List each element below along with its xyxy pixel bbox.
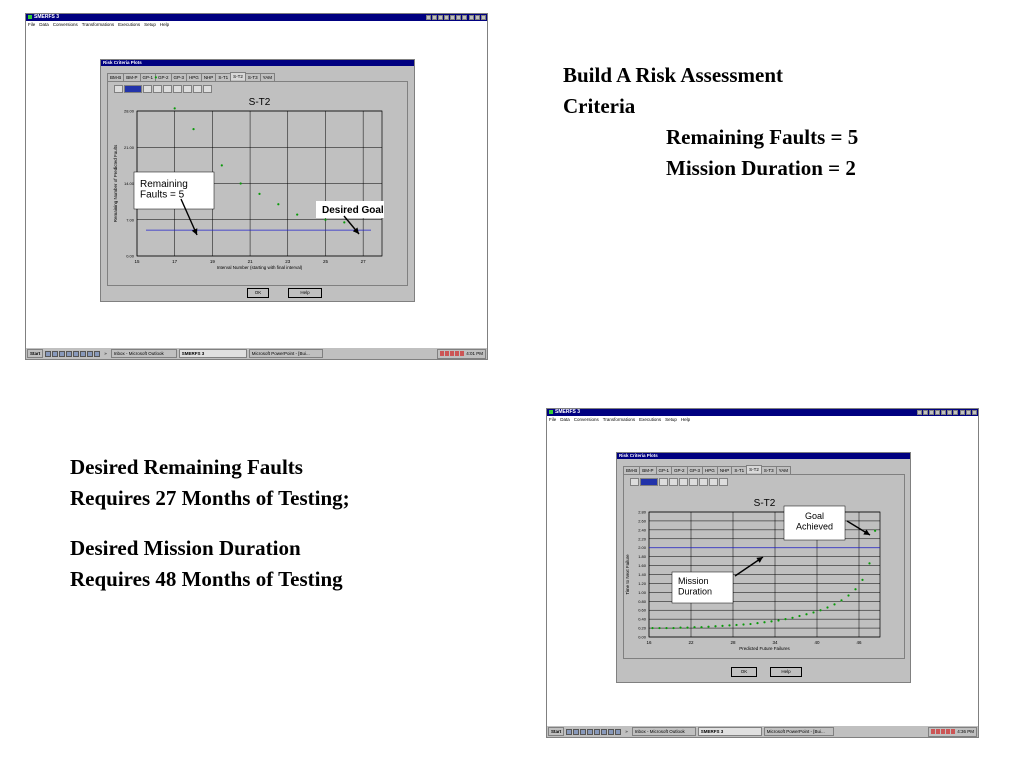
data-point [833, 603, 835, 605]
data-point [784, 618, 786, 620]
chart-title: S-T2 [248, 97, 271, 108]
x-tick-label: 34 [772, 640, 778, 645]
tab-gp-3[interactable]: GP-3 [687, 466, 704, 474]
result2-line-2: Requires 48 Months of Testing [70, 567, 343, 591]
menu-executions[interactable]: Executions [639, 416, 662, 422]
quick-launch [45, 351, 100, 357]
taskbar-more[interactable]: » [104, 351, 107, 356]
quick-launch-icon[interactable] [566, 729, 572, 735]
tab-s-t3[interactable]: S-T3 [245, 73, 261, 81]
mission-duration-callout-text: Mission [678, 576, 709, 586]
tray-icon[interactable] [951, 729, 955, 734]
y-tick-label: 1.20 [638, 580, 646, 586]
taskbar [26, 347, 487, 359]
y-axis-label: Remaining Number of Predicted Faults [113, 144, 118, 223]
taskbar [547, 725, 978, 737]
y-tick-label: 1.00 [638, 589, 646, 595]
data-point [714, 625, 716, 627]
tab-hpg[interactable]: HPG [186, 73, 202, 81]
task-powerpoint[interactable]: Microsoft PowerPoint - [Bui... [764, 727, 834, 736]
goal-achieved-callout-text: Goal [804, 511, 825, 521]
data-point [742, 623, 744, 625]
data-point [707, 626, 709, 628]
tray-icon[interactable] [440, 351, 444, 356]
task-smerfs[interactable]: SMERFS 3 [179, 349, 247, 358]
criterion-remaining-faults: Remaining Faults = 5 [666, 125, 859, 149]
dialog-title: Risk Criteria Plots [101, 60, 414, 66]
remaining-faults-callout-text: Remaining [140, 179, 188, 190]
tab-bm-b[interactable]: BM-B [623, 466, 640, 474]
result1-line-2: Requires 27 Months of Testing; [70, 486, 350, 510]
x-tick-label: 40 [814, 640, 820, 645]
data-point [174, 107, 176, 109]
remaining-faults-callout-text: Faults = 5 [140, 189, 185, 201]
y-tick-label: 2.00 [638, 545, 646, 551]
ok-button[interactable]: OK [731, 667, 757, 677]
tab-s-t1[interactable]: S-T1 [215, 73, 231, 81]
tray-icon[interactable] [946, 729, 950, 734]
quick-launch [566, 729, 621, 735]
tab-bm-p[interactable]: BM-P [639, 466, 656, 474]
tab-gp-2[interactable]: GP-2 [155, 73, 172, 81]
task-smerfs[interactable]: SMERFS 3 [698, 727, 762, 736]
tab-s-t1[interactable]: S-T1 [731, 466, 747, 474]
data-point [672, 627, 674, 629]
tab-hpg[interactable]: HPG [702, 466, 718, 474]
quick-launch-icon[interactable] [601, 729, 607, 735]
start-button[interactable]: Start [27, 349, 43, 358]
quick-launch-icon[interactable] [66, 351, 72, 357]
x-tick-label: 19 [209, 259, 215, 264]
tab-nhp[interactable]: NHP [717, 466, 733, 474]
tray-icon[interactable] [931, 729, 935, 734]
y-tick-label: 0.80 [638, 598, 646, 604]
window-title: SMERFS 3 [34, 14, 60, 20]
result-mission-duration [70, 533, 343, 595]
tray-icons [440, 351, 464, 356]
dialog-title: Risk Criteria Plots [617, 453, 910, 459]
data-point [651, 627, 653, 629]
data-point [798, 615, 800, 617]
x-tick-label: 16 [646, 640, 652, 645]
quick-launch-icon[interactable] [87, 351, 93, 357]
x-tick-label: 27 [360, 259, 366, 264]
y-tick-label: 1.60 [638, 563, 646, 569]
menu-file[interactable]: File [549, 416, 557, 422]
chart-title: S-T2 [753, 498, 776, 509]
menu-conversions[interactable]: Conversions [573, 416, 599, 422]
heading-line-1: Build A Risk Assessment [563, 63, 783, 87]
faults-chart [26, 14, 488, 360]
data-point [749, 623, 751, 625]
menu-help[interactable]: Help [159, 21, 170, 27]
data-point [819, 609, 821, 611]
x-tick-label: 21 [247, 259, 253, 264]
menu-file[interactable]: File [28, 21, 36, 27]
y-tick-label: 2.20 [638, 536, 646, 542]
menu-setup[interactable]: Setup [665, 416, 677, 422]
x-axis-label: Predicted Future Failures [739, 646, 790, 651]
data-point [296, 213, 298, 215]
x-tick-label: 17 [172, 259, 178, 264]
tab-gp-3[interactable]: GP-3 [171, 73, 188, 81]
data-point [728, 624, 730, 626]
data-point [770, 620, 772, 622]
quick-launch-icon[interactable] [615, 729, 621, 735]
y-tick-label: 14.00 [123, 181, 134, 186]
data-point [192, 128, 194, 130]
y-tick-label: 2.80 [638, 509, 646, 515]
quick-launch-icon[interactable] [573, 729, 579, 735]
ok-button[interactable]: OK [247, 288, 269, 298]
y-tick-label: 0.40 [638, 616, 646, 622]
task-outlook[interactable]: Inbox - Microsoft Outlook [111, 349, 177, 358]
tray-icon[interactable] [450, 351, 454, 356]
data-point [756, 622, 758, 624]
smerfs-window-top [25, 13, 488, 360]
tab-s-t2[interactable]: S-T2 [746, 465, 762, 473]
y-axis-label: Time to Next Failure [625, 554, 630, 595]
failures-chart [547, 409, 979, 738]
tray-icon[interactable] [936, 729, 940, 734]
x-tick-label: 15 [134, 259, 140, 264]
x-axis-label: Interval Number (starting with final interval) [216, 265, 303, 270]
clock: 4:01 PM [466, 351, 483, 356]
tray-icon[interactable] [460, 351, 464, 356]
data-point [791, 617, 793, 619]
quick-launch-icon[interactable] [59, 351, 65, 357]
y-tick-label: 0.20 [638, 625, 646, 631]
data-point [735, 624, 737, 626]
menu-conversions[interactable]: Conversions [52, 21, 78, 27]
y-tick-label: 1.40 [638, 572, 646, 577]
menu-data[interactable]: Data [39, 21, 49, 27]
data-point [277, 203, 279, 205]
data-point [826, 606, 828, 608]
data-point [861, 579, 863, 581]
window-title: SMERFS 3 [555, 409, 581, 415]
data-point [763, 621, 765, 623]
data-point [693, 626, 695, 628]
tab-s-t2[interactable]: S-T2 [230, 72, 246, 80]
data-point [258, 193, 260, 195]
quick-launch-icon[interactable] [73, 351, 79, 357]
tab-gp-1[interactable]: GP-1 [656, 466, 673, 474]
menu-executions[interactable]: Executions [118, 21, 141, 27]
quick-launch-icon[interactable] [80, 351, 86, 357]
x-tick-label: 25 [322, 259, 328, 264]
help-button[interactable]: Help [288, 288, 322, 298]
x-tick-label: 22 [688, 640, 694, 645]
y-tick-label: 0.00 [126, 253, 134, 259]
tab-bm-b[interactable]: BM-B [107, 73, 124, 81]
data-point [805, 613, 807, 615]
data-point [343, 221, 345, 223]
data-point [868, 562, 870, 564]
start-button[interactable]: Start [548, 727, 564, 736]
clock: 4:36 PM [957, 729, 974, 734]
x-tick-label: 46 [856, 640, 862, 645]
tab-gp-1[interactable]: GP-1 [140, 73, 157, 81]
task-outlook[interactable]: Inbox - Microsoft Outlook [632, 727, 696, 736]
quick-launch-icon[interactable] [580, 729, 586, 735]
quick-launch-icon[interactable] [45, 351, 51, 357]
menu-transformations[interactable]: Transformations [602, 416, 636, 422]
y-tick-label: 2.60 [638, 518, 646, 524]
y-tick-label: 0.60 [638, 607, 646, 613]
menu-help[interactable]: Help [680, 416, 691, 422]
data-point [854, 588, 856, 590]
data-point [840, 599, 842, 601]
y-tick-label: 28.00 [123, 108, 134, 114]
smerfs-window-bottom [546, 408, 979, 738]
data-point [812, 611, 814, 613]
tab-nhp[interactable]: NHP [201, 73, 217, 81]
quick-launch-icon[interactable] [94, 351, 100, 357]
tray-icon[interactable] [455, 351, 459, 356]
data-point [874, 530, 876, 532]
menu-setup[interactable]: Setup [144, 21, 156, 27]
data-point [240, 182, 242, 184]
x-tick-label: 23 [285, 259, 291, 264]
y-tick-label: 0.00 [638, 634, 646, 640]
result-remaining-faults [70, 452, 350, 514]
taskbar-more[interactable]: » [625, 729, 628, 734]
data-point [324, 219, 326, 221]
data-point [679, 627, 681, 629]
data-point [721, 625, 723, 627]
menu-transformations[interactable]: Transformations [81, 21, 115, 27]
slide-heading [563, 60, 858, 184]
quick-launch-icon[interactable] [52, 351, 58, 357]
tray-icon[interactable] [941, 729, 945, 734]
data-point [221, 164, 223, 166]
tray-icon[interactable] [445, 351, 449, 356]
result1-line-1: Desired Remaining Faults [70, 455, 303, 479]
y-tick-label: 2.40 [638, 527, 646, 533]
y-tick-label: 21.00 [123, 144, 134, 150]
system-tray [928, 727, 977, 737]
tab-gp-2[interactable]: GP-2 [671, 466, 688, 474]
data-point [155, 76, 157, 78]
data-point [847, 594, 849, 596]
y-tick-label: 7.00 [126, 217, 134, 223]
mission-duration-callout-text: Duration [678, 586, 713, 597]
tab-yam[interactable]: YAM [260, 73, 275, 81]
tab-bm-p[interactable]: BM-P [123, 73, 140, 81]
goal-achieved-callout-text: Achieved [795, 521, 834, 532]
heading-line-2: Criteria [563, 94, 636, 118]
data-point [658, 627, 660, 629]
task-powerpoint[interactable]: Microsoft PowerPoint - [Bui... [249, 349, 323, 358]
data-point [777, 619, 779, 621]
tray-icons [931, 729, 955, 734]
criterion-mission-duration: Mission Duration = 2 [666, 156, 856, 180]
quick-launch-icon[interactable] [594, 729, 600, 735]
x-tick-label: 28 [730, 640, 736, 645]
y-tick-label: 1.80 [638, 554, 646, 560]
menu-data[interactable]: Data [560, 416, 570, 422]
desired-goal-callout-text: Desired Goal [322, 205, 384, 216]
help-button[interactable]: Help [770, 667, 802, 677]
tab-yam[interactable]: YAM [776, 466, 791, 474]
tab-s-t3[interactable]: S-T3 [761, 466, 777, 474]
quick-launch-icon[interactable] [608, 729, 614, 735]
quick-launch-icon[interactable] [587, 729, 593, 735]
data-point [700, 626, 702, 628]
data-point [686, 627, 688, 629]
result2-line-1: Desired Mission Duration [70, 536, 301, 560]
system-tray [437, 349, 486, 359]
data-point [665, 627, 667, 629]
